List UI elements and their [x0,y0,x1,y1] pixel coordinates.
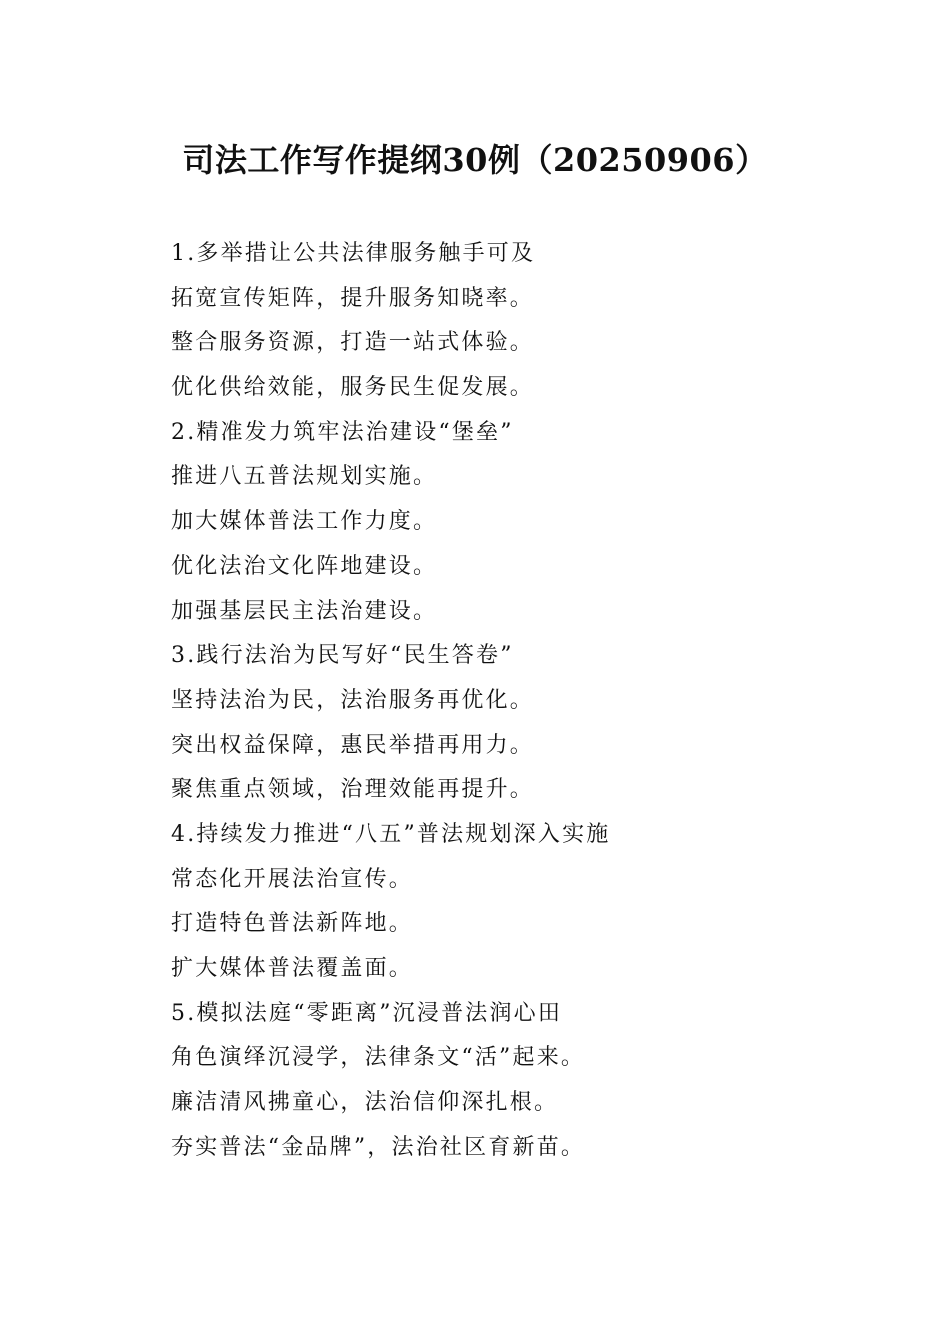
text-line: 2.精准发力筑牢法治建设“堡垒” [171,419,514,445]
text-line: 常态化开展法治宣传。 [171,866,414,892]
text-line: 3.践行法治为民写好“民生答卷” [171,643,514,669]
document-title: 司法工作写作提纲30例（20250906） [182,141,768,179]
text-line: 坚持法治为民，法治服务再优化。 [171,687,535,713]
text-line: 夯实普法“金品牌”，法治社区育新苗。 [171,1134,586,1160]
text-line: 加大媒体普法工作力度。 [171,509,438,535]
text-line: 聚焦重点领域，治理效能再提升。 [171,777,535,803]
text-line: 打造特色普法新阵地。 [171,911,414,937]
text-line: 廉洁清风拂童心，法治信仰深扎根。 [171,1090,559,1116]
text-line: 推进八五普法规划实施。 [171,464,438,490]
document-body [171,232,871,1170]
text-line: 优化法治文化阵地建设。 [171,553,438,579]
text-line: 5.模拟法庭“零距离”沉浸普法润心田 [171,1000,563,1026]
text-line: 加强基层民主法治建设。 [171,598,438,624]
text-line: 拓宽宣传矩阵，提升服务知晓率。 [171,285,535,311]
text-line: 优化供给效能，服务民生促发展。 [171,375,535,401]
text-line: 1.多举措让公共法律服务触手可及 [171,241,536,266]
text-line: 扩大媒体普法覆盖面。 [171,956,414,981]
text-line: 4.持续发力推进“八五”普法规划深入实施 [171,821,611,847]
text-line: 角色演绎沉浸学，法律条文“活”起来。 [171,1045,586,1071]
text-line: 整合服务资源，打造一站式体验。 [171,330,535,356]
text-line: 突出权益保障，惠民举措再用力。 [171,732,535,758]
